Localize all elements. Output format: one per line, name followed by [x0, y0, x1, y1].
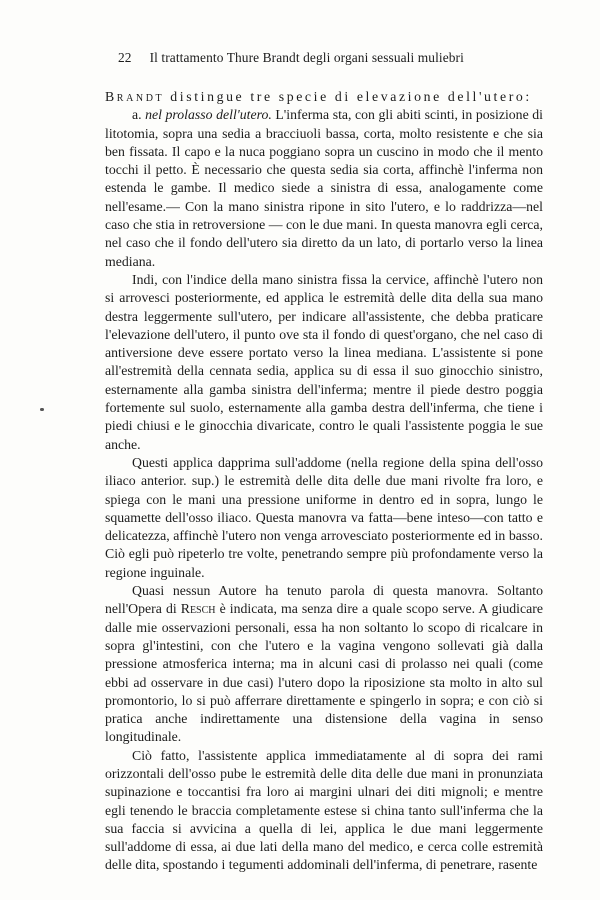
intro-text: distingue tre specie di elevazione dell'utero:: [164, 89, 532, 104]
margin-mark: [40, 408, 44, 411]
page-number: 22: [118, 50, 132, 65]
paragraph-4-text-before: Quasi nessun Autore ha tenuto parola di questa manovra. Soltanto nell'Opera di: [105, 583, 543, 617]
paragraph-a-title: nel prolasso dell'utero.: [145, 107, 272, 123]
running-header: [118, 50, 538, 66]
paragraph-2: Indi, con l'indice della mano sinistra fissa la cervice, affinchè l'utero non si arrovesci posteriormente, ed applica le estremità delle dita della sua mano destra leggermente sull'utero, per indicare all'assistente, che debba praticare l'elevazione dell'utero, il punto ove sta il fondo di quest'organo, che nel caso di antiversione deve essere portato verso la linea mediana. L'assistente si pone all'estremità della cennata sedia, applica su di essa il suo ginocchio sinistro, esternamente alla gamba sinistra dell'inferma; mentre il piede destro poggia fortemente sul suolo, esternamente alla gamba destra dell'inferma, che tiene i piedi chiusi e le ginocchia divaricate, contro le quali l'assistente poggia le sue anche.: [105, 271, 543, 452]
paragraph-4-text-after: è indicata, ma senza dire a quale scopo serve. A giudicare dalle mie osservazioni personali, essa ha non soltanto lo scopo di ricalcare in sopra gl'intestini, con che l'utero e la vagina vengono sollevati già dalla pressione atmosferica interna; ma in alcuni casi di prolasso nei quali (come ebbi ad osservare in due casi) l'utero dopo la riposizione sta molto in alto sul promontorio, lo si può afferrare direttamente e spingerlo in sopra; e con ciò si pratica anche indirettamente una distensione della vagina in senso longitudinale.: [105, 601, 543, 745]
paragraph-4: [105, 582, 543, 747]
body-text: [105, 88, 543, 875]
running-title: Il trattamento Thure Brandt degli organi sessuali muliebri: [149, 50, 464, 65]
paragraph-3: Questi applica dapprima sull'addome (nella regione della spina dell'osso iliaco anterior. sup.) le estremità delle dita delle due mani rivolte fra loro, e spiega con le mani una pressione uniforme in dentro ed in sopra, lungo le squamette dell'osso iliaco. Questa manovra va fatta—bene inteso—con tatto e delicatezza, affinchè l'utero non venga arrovesciato posteriormente ed in basso. Ciò egli può ripeterlo tre volte, penetrando sempre più profondamente verso la regione inguinale.: [105, 454, 543, 580]
paragraph-5: Ciò fatto, l'assistente applica immediatamente al di sopra dei rami orizzontali dell'osso pube le estremità delle dita delle due mani in pronunziata supinazione e toccantisi fra loro ai margini ulnari dei diti mignoli; e mentre egli tenendo le braccia completamente estese si china tanto sull'inferma che la sua faccia si avvicina a quella di lei, applica le due mani leggermente sull'addome di essa, ai due lati della mano del medico, e cerca colle estremità delle dita, spostando i tegumenti addominali dell'inferma, di penetrare, rasente: [105, 747, 543, 873]
paragraph-a-text: L'inferma sta, con gli abiti scinti, in posizione di litotomia, sopra una sedia a bracciuoli bassa, corta, molto resistente e che sia ben fissata. Il capo e la nuca poggiano sopra un cuscino in modo che il mento tocchi il petto. È necessario che questa sedia sia corta, affinchè l'inferma non estenda le gambe. Il medico siede a sinistra di essa, analogamente come nell'esame.— Con la mano sinistra ripone in sito l'utero, e lo raddrizza—nel caso che stia in retroversione — con le due mani. In questa manovra egli cerca, nel caso che il fondo dell'utero sia diretto da un lato, di portarlo verso la linea mediana.: [105, 107, 543, 269]
author-name: Brandt: [105, 89, 165, 104]
paragraph-a-label: a.: [132, 107, 146, 123]
intro-paragraph: [105, 88, 543, 106]
author-name-resch: Resch: [180, 601, 216, 617]
paragraph-a: [105, 106, 543, 271]
